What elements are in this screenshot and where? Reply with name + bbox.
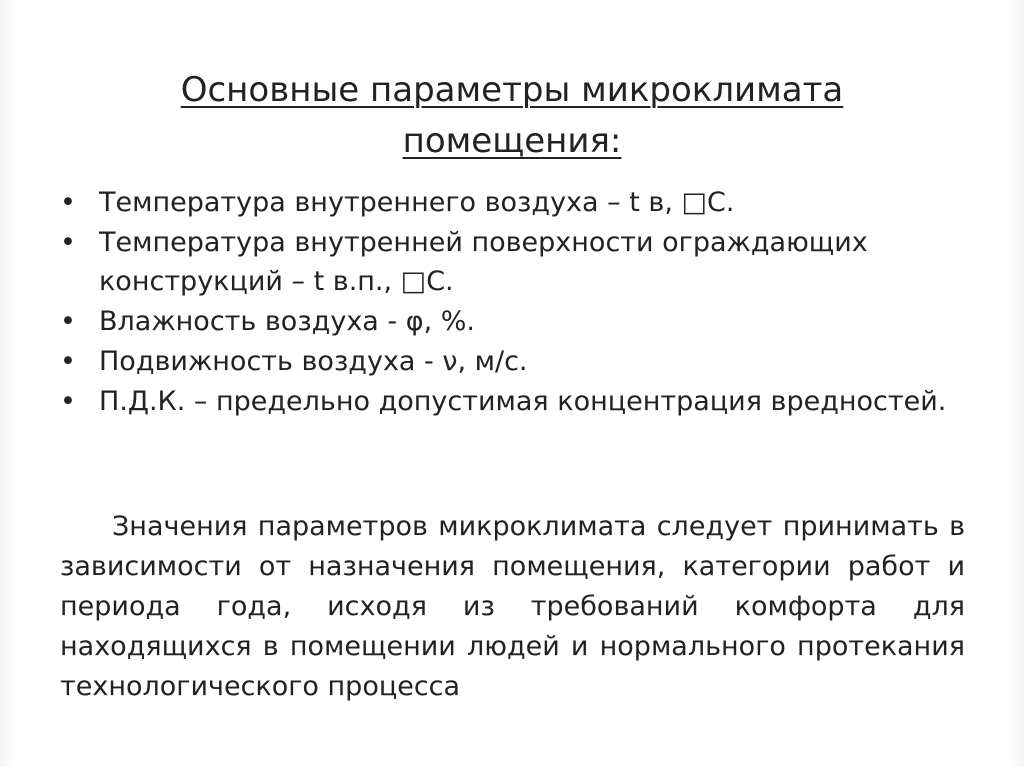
list-item-indoor-air-temperature: • Температура внутреннего воздуха – t в, ⁠□С. [60, 183, 960, 222]
list-item-surface-temperature: • Температура внутренней поверхности ограждающих конструкций – t в.п., □С. [60, 223, 960, 301]
title-line-1: Основные параметры микроклимата [180, 70, 844, 110]
title-line-2: помещения: [402, 121, 622, 161]
slide-left-shadow [0, 0, 16, 767]
slide-right-shadow [1008, 0, 1024, 767]
list-item-air-humidity: • Влажность воздуха - φ, %. [60, 302, 960, 341]
slide-title [62, 65, 962, 167]
explanatory-paragraph: Значения параметров микроклимата следует принимать в зависимости от назначения помещения, категории работ и периода года, исходя из требований комфорта для находящихся в помещении людей и нормального протекания технологического процесса [60, 511, 965, 702]
parameter-list [60, 183, 960, 422]
list-item-max-concentration: • П.Д.К. – предельно допустимая концентрация вредностей. [60, 382, 960, 421]
list-item-air-velocity: • Подвижность воздуха - ν, м/с. [60, 342, 960, 381]
